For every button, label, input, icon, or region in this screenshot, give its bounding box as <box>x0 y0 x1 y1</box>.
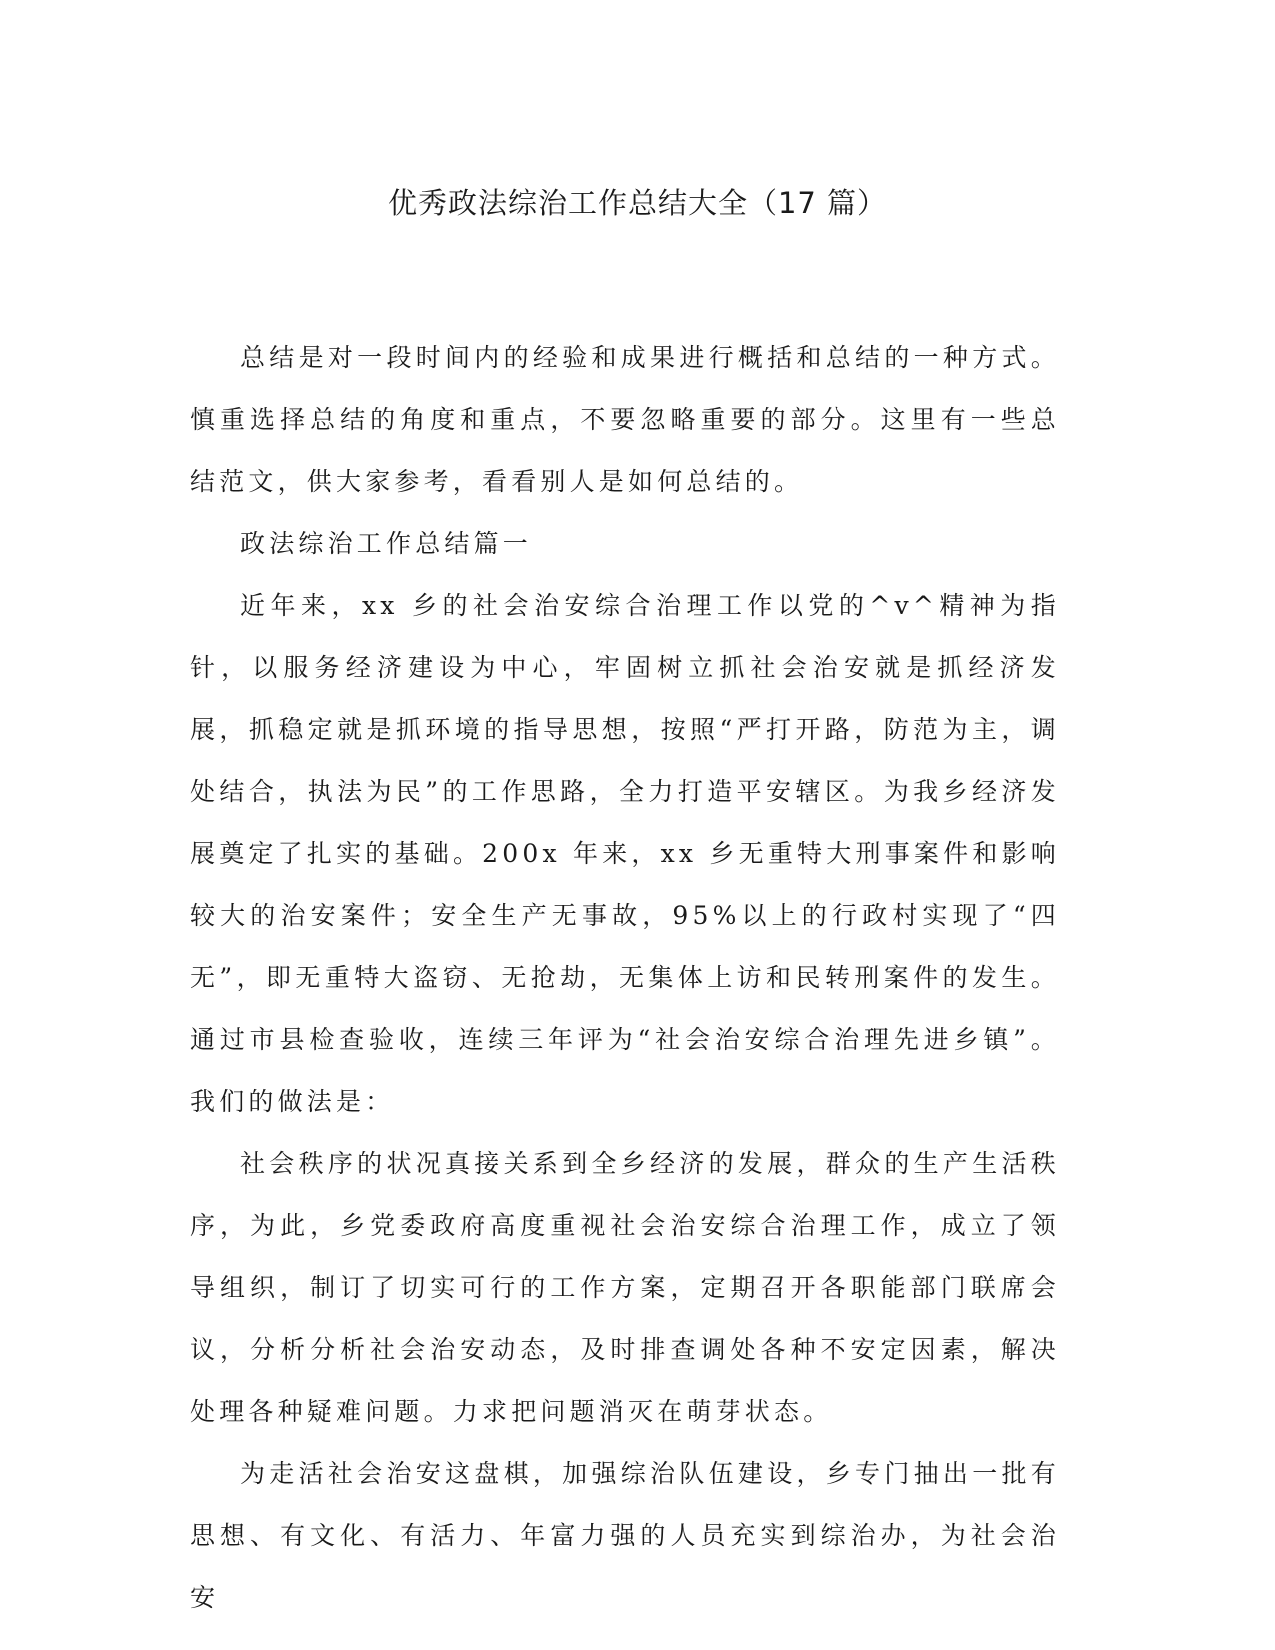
body-paragraph: 为走活社会治安这盘棋，加强综治队伍建设，乡专门抽出一批有思想、有文化、有活力、年富力强的人员充实到综治办，为社会治安 <box>190 1459 1060 1612</box>
document-title: 优秀政法综治工作总结大全（17 篇） <box>387 186 888 220</box>
intro-paragraph: 总结是对一段时间内的经验和成果进行概括和总结的一种方式。慎重选择总结的角度和重点，不要忽略重要的部分。这里有一些总结范文，供大家参考，看看别人是如何总结的。 <box>190 343 1060 496</box>
document-body <box>190 327 1060 1629</box>
section-heading: 政法综治工作总结篇一 <box>240 529 533 558</box>
body-paragraph: 近年来，xx 乡的社会治安综合治理工作以党的^v^精神为指针，以服务经济建设为中心，牢固树立抓社会治安就是抓经济发展，抓稳定就是抓环境的指导思想，按照“严打开路，防范为主，调处结合，执法为民”的工作思路，全力打造平安辖区。为我乡经济发展奠定了扎实的基础。200x 年来，xx 乡无重特大刑事案件和影响较大的治安案件；安全生产无事故，95%以上的行政村实现了“四无”，即无重特大盗窃、无抢劫，无集体上访和民转刑案件的发生。通过市县检查验收，连续三年评为“社会治安综合治理先进乡镇”。我们的做法是： <box>190 591 1060 1116</box>
body-paragraph: 社会秩序的状况真接关系到全乡经济的发展，群众的生产生活秩序，为此，乡党委政府高度重视社会治安综合治理工作，成立了领导组织，制订了切实可行的工作方案，定期召开各职能部门联席会议，分析分析社会治安动态，及时排查调处各种不安定因素，解决处理各种疑难问题。力求把问题消灭在萌芽状态。 <box>190 1149 1060 1426</box>
